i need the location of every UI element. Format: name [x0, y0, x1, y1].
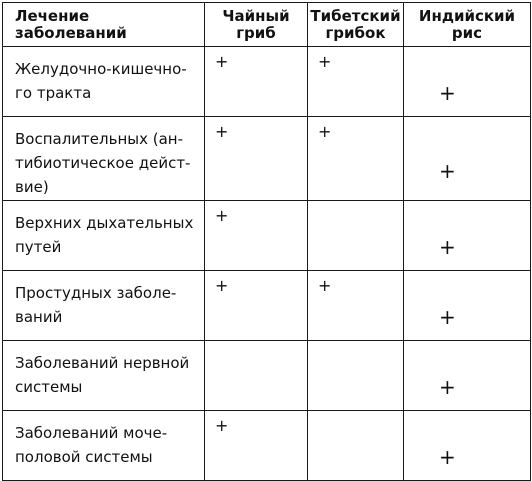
table-row — [3, 47, 531, 117]
remedy-comparison-table — [0, 2, 532, 472]
mark-cell-kombucha — [205, 117, 308, 201]
plus-mark: + — [439, 81, 456, 105]
header-row — [3, 3, 531, 47]
table — [2, 2, 531, 481]
row-label-cell — [3, 117, 205, 201]
plus-mark: + — [215, 276, 229, 295]
condition-label: Заболеваний нервной системы — [15, 354, 190, 396]
table-row — [3, 341, 531, 411]
mark-cell-tibetan — [308, 201, 404, 271]
table-row — [3, 271, 531, 341]
row-label-cell — [3, 47, 205, 117]
plus-mark: + — [439, 375, 456, 399]
mark-cell-kombucha — [205, 47, 308, 117]
plus-mark: + — [215, 416, 229, 435]
mark-cell-indian — [404, 411, 531, 481]
table-row — [3, 411, 531, 481]
mark-cell-tibetan — [308, 271, 404, 341]
condition-label: Воспалительных (ан- тибиотическое дейст- вие) — [15, 130, 191, 196]
header-treatment: Лечение заболеваний — [3, 3, 205, 47]
plus-mark: + — [439, 445, 456, 469]
table-row — [3, 117, 531, 201]
condition-label: Верхних дыхательных путей — [15, 214, 194, 256]
row-label-cell — [3, 341, 205, 411]
condition-label: Желудочно-кишечно- го тракта — [15, 60, 187, 102]
mark-cell-indian — [404, 117, 531, 201]
table-row — [3, 201, 531, 271]
row-label-cell — [3, 201, 205, 271]
plus-mark: + — [318, 52, 332, 71]
mark-cell-indian — [404, 271, 531, 341]
mark-cell-indian — [404, 47, 531, 117]
mark-cell-kombucha — [205, 341, 308, 411]
row-label-cell — [3, 271, 205, 341]
mark-cell-kombucha — [205, 201, 308, 271]
plus-mark: + — [439, 235, 456, 259]
mark-cell-kombucha — [205, 411, 308, 481]
mark-cell-tibetan — [308, 47, 404, 117]
header-indian-rice: Индийский рис — [404, 3, 531, 47]
plus-mark: + — [318, 276, 332, 295]
mark-cell-tibetan — [308, 117, 404, 201]
condition-label: Простудных заболе- ваний — [15, 284, 177, 326]
plus-mark: + — [439, 159, 456, 183]
header-tibetan-kefir: Тибетский грибок — [308, 3, 404, 47]
plus-mark: + — [215, 52, 229, 71]
header-kombucha: Чайный гриб — [205, 3, 308, 47]
condition-label: Заболеваний моче- половой системы — [15, 424, 168, 466]
mark-cell-indian — [404, 341, 531, 411]
mark-cell-indian — [404, 201, 531, 271]
plus-mark: + — [318, 122, 332, 141]
mark-cell-kombucha — [205, 271, 308, 341]
plus-mark: + — [215, 122, 229, 141]
plus-mark: + — [439, 305, 456, 329]
mark-cell-tibetan — [308, 341, 404, 411]
mark-cell-tibetan — [308, 411, 404, 481]
row-label-cell — [3, 411, 205, 481]
plus-mark: + — [215, 206, 229, 225]
